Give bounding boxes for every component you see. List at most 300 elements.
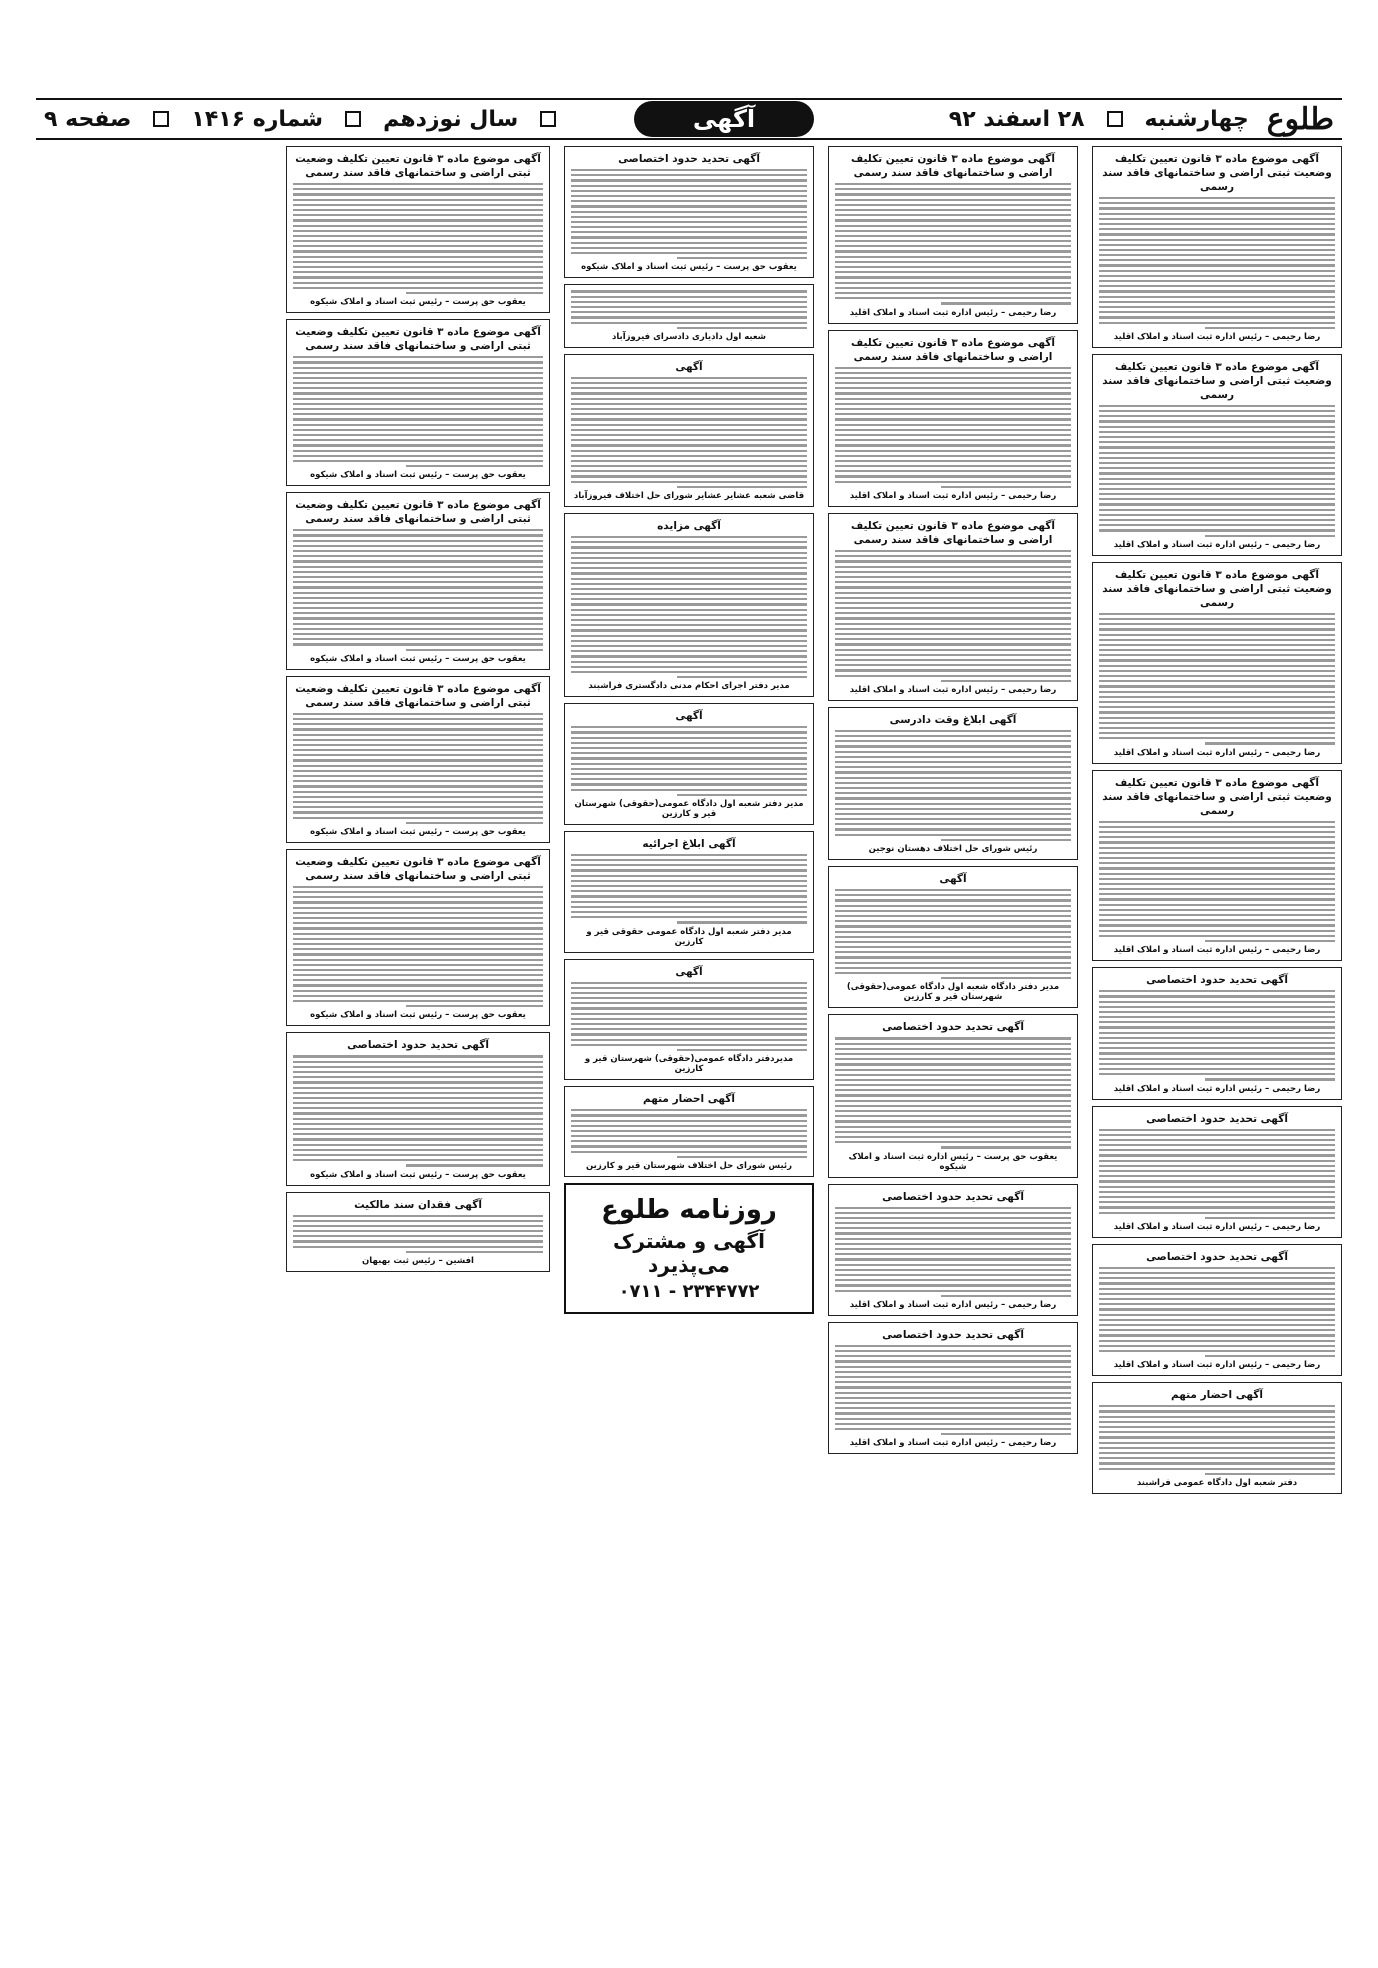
- text-line: [406, 1005, 544, 1007]
- ad-body-text: [835, 730, 1071, 841]
- text-line: [293, 450, 543, 452]
- text-line: [835, 910, 1071, 912]
- text-line: [571, 906, 807, 908]
- ad-body-text: [571, 726, 807, 796]
- text-line: [835, 460, 1071, 462]
- text-line: [835, 276, 1071, 278]
- text-line: [571, 1151, 807, 1153]
- text-line: [835, 638, 1071, 640]
- ad-notice: [828, 866, 1078, 1008]
- text-line: [293, 780, 543, 782]
- ad-signature: یعقوب حق پرست – رئیس ثبت اسناد و املاک شیکوه: [310, 826, 526, 837]
- text-line: [1099, 1016, 1335, 1018]
- text-line: [835, 649, 1071, 651]
- text-line: [571, 322, 807, 324]
- text-line: [835, 889, 1071, 891]
- text-line: [293, 638, 543, 640]
- text-line: [293, 927, 543, 929]
- ad-body-text: [1099, 197, 1335, 329]
- text-line: [835, 413, 1071, 415]
- text-line: [1099, 1282, 1335, 1284]
- ad-notice: [286, 492, 550, 670]
- header-year: سال نوزدهم: [383, 106, 519, 132]
- ad-body-text: [571, 854, 807, 924]
- text-line: [1099, 883, 1335, 885]
- text-line: [835, 245, 1071, 247]
- ad-title: آگهی موضوع ماده ۳ قانون تعیین تکلیف وضعیت ثبتی اراضی و ساختمانهای فاقد سند رسمی: [1102, 360, 1332, 401]
- text-line: [1099, 218, 1335, 220]
- text-line: [293, 413, 543, 415]
- ad-title: آگهی موضوع ماده ۳ قانون تعیین تکلیف اراضی و ساختمانهای فاقد سند رسمی: [851, 336, 1055, 363]
- ad-body-text: [571, 290, 807, 329]
- ad-signature: افشین – رئیس ثبت بهبهان: [362, 1256, 474, 1266]
- text-line: [571, 598, 807, 600]
- text-line: [571, 174, 807, 176]
- text-line: [293, 775, 543, 777]
- text-line: [571, 619, 807, 621]
- text-line: [571, 460, 807, 462]
- ad-notice: [564, 1086, 814, 1177]
- text-line: [835, 597, 1071, 599]
- text-line: [293, 886, 543, 888]
- text-line: [941, 302, 1071, 304]
- promo-name: روزنامه طلوع: [601, 1195, 777, 1225]
- text-line: [571, 1033, 807, 1035]
- promo-phone: ۰۷۱۱ - ۲۳۴۴۷۷۲: [618, 1281, 760, 1302]
- text-line: [293, 1071, 543, 1073]
- ad-notice: [1092, 967, 1342, 1099]
- text-line: [1099, 202, 1335, 204]
- text-line: [941, 1433, 1071, 1435]
- text-line: [571, 552, 807, 554]
- text-line: [1099, 524, 1335, 526]
- text-line: [835, 1423, 1071, 1425]
- text-line: [1099, 995, 1335, 997]
- text-line: [293, 597, 543, 599]
- text-line: [835, 1350, 1071, 1352]
- text-line: [835, 1258, 1071, 1260]
- text-line: [835, 1360, 1071, 1362]
- newspaper-logo: طلوع: [1266, 101, 1334, 137]
- text-line: [835, 1376, 1071, 1378]
- text-line: [1099, 847, 1335, 849]
- text-line: [293, 1066, 543, 1068]
- text-line: [1099, 1431, 1335, 1433]
- text-line: [1099, 1447, 1335, 1449]
- text-line: [835, 382, 1071, 384]
- text-line: [293, 770, 543, 772]
- text-line: [571, 916, 807, 918]
- text-line: [571, 216, 807, 218]
- ad-signature: رضا رحیمی – رئیس اداره ثبت اسناد و املاک اقلید: [1113, 331, 1321, 342]
- text-line: [835, 225, 1071, 227]
- text-line: [941, 839, 1071, 841]
- ad-signature: یعقوب حق پرست – رئیس ثبت اسناد و املاک شیکوه: [310, 1169, 526, 1180]
- text-line: [835, 1407, 1071, 1409]
- text-line: [293, 214, 543, 216]
- text-line: [1099, 420, 1335, 422]
- text-line: [1099, 270, 1335, 272]
- text-line: [293, 1000, 543, 1002]
- text-line: [835, 250, 1071, 252]
- text-line: [293, 1061, 543, 1063]
- text-line: [293, 571, 543, 573]
- text-line: [1099, 1436, 1335, 1438]
- text-line: [571, 650, 807, 652]
- ad-signature: رضا رحیمی – رئیس اداره ثبت اسناد و املاک اقلید: [1113, 1083, 1321, 1094]
- text-line: [835, 592, 1071, 594]
- text-line: [1099, 1129, 1335, 1131]
- text-line: [835, 1371, 1071, 1373]
- square-icon: [540, 111, 556, 127]
- text-line: [835, 481, 1071, 483]
- text-line: [571, 301, 807, 303]
- text-line: [1099, 717, 1335, 719]
- text-line: [293, 1123, 543, 1125]
- text-line: [571, 635, 807, 637]
- text-line: [1099, 213, 1335, 215]
- ad-title: آگهی موضوع ماده ۳ قانون تعیین تکلیف وضعیت ثبتی اراضی و ساختمانهای فاقد سند رسمی: [295, 153, 541, 179]
- text-line: [571, 737, 807, 739]
- ad-body-text: [571, 982, 807, 1052]
- text-line: [835, 1105, 1071, 1107]
- text-line: [293, 534, 543, 536]
- text-line: [1099, 852, 1335, 854]
- text-line: [835, 1279, 1071, 1281]
- text-line: [835, 292, 1071, 294]
- text-line: [293, 235, 543, 237]
- text-line: [571, 661, 807, 663]
- text-line: [571, 614, 807, 616]
- text-line: [571, 470, 807, 472]
- text-line: [571, 1109, 807, 1111]
- text-line: [835, 1269, 1071, 1271]
- text-line: [293, 907, 543, 909]
- text-line: [571, 1023, 807, 1025]
- text-line: [1205, 742, 1335, 744]
- text-line: [1099, 1212, 1335, 1214]
- ad-body-text: [293, 1055, 543, 1166]
- ad-title: آگهی ابلاغ وقت دادرسی: [889, 713, 1017, 726]
- text-line: [293, 1081, 543, 1083]
- text-line: [1099, 685, 1335, 687]
- text-line: [835, 925, 1071, 927]
- text-line: [835, 387, 1071, 389]
- text-line: [835, 659, 1071, 661]
- text-line: [293, 901, 543, 903]
- text-line: [293, 811, 543, 813]
- text-line: [835, 834, 1071, 836]
- text-line: [1099, 426, 1335, 428]
- text-line: [293, 953, 543, 955]
- text-line: [1205, 327, 1335, 329]
- ad-title: آگهی تحدید حدود اختصاصی: [618, 153, 760, 165]
- text-line: [293, 607, 543, 609]
- text-line: [835, 633, 1071, 635]
- ad-body-text: [835, 367, 1071, 489]
- text-line: [1099, 1026, 1335, 1028]
- text-line: [835, 1074, 1071, 1076]
- text-line: [1099, 1416, 1335, 1418]
- text-line: [1205, 1355, 1335, 1357]
- text-line: [571, 578, 807, 580]
- text-line: [571, 455, 807, 457]
- text-line: [941, 486, 1071, 488]
- text-line: [677, 1049, 807, 1051]
- text-line: [1099, 509, 1335, 511]
- text-line: [1099, 290, 1335, 292]
- text-line: [1099, 296, 1335, 298]
- text-line: [1099, 223, 1335, 225]
- text-line: [1099, 462, 1335, 464]
- text-line: [835, 813, 1071, 815]
- text-line: [835, 470, 1071, 472]
- text-line: [1099, 867, 1335, 869]
- ad-notice: [1092, 354, 1342, 556]
- text-line: [835, 1084, 1071, 1086]
- text-line: [1099, 1047, 1335, 1049]
- text-line: [1099, 280, 1335, 282]
- text-line: [571, 429, 807, 431]
- column-2: [828, 146, 1078, 1936]
- text-line: [1099, 514, 1335, 516]
- text-line: [835, 828, 1071, 830]
- text-line: [835, 766, 1071, 768]
- ad-columns: [36, 146, 1342, 1936]
- text-line: [835, 1227, 1071, 1229]
- square-icon: [1107, 111, 1123, 127]
- text-line: [1099, 311, 1335, 313]
- text-line: [293, 545, 543, 547]
- text-line: [571, 306, 807, 308]
- text-line: [293, 718, 543, 720]
- text-line: [293, 1102, 543, 1104]
- text-line: [1099, 1277, 1335, 1279]
- text-line: [1099, 831, 1335, 833]
- text-line: [835, 429, 1071, 431]
- text-line: [1099, 285, 1335, 287]
- text-line: [293, 1246, 543, 1248]
- text-line: [571, 382, 807, 384]
- text-line: [571, 778, 807, 780]
- text-line: [1099, 654, 1335, 656]
- ad-notice: [564, 354, 814, 507]
- ad-title: آگهی احضار متهم: [1170, 1389, 1264, 1402]
- text-line: [1099, 1144, 1335, 1146]
- text-line: [293, 791, 543, 793]
- text-line: [835, 282, 1071, 284]
- ad-notice: [1092, 562, 1342, 764]
- text-line: [293, 576, 543, 578]
- text-line: [1099, 436, 1335, 438]
- text-line: [677, 327, 807, 329]
- text-line: [571, 773, 807, 775]
- text-line: [293, 917, 543, 919]
- text-line: [293, 367, 543, 369]
- text-line: [571, 911, 807, 913]
- text-line: [571, 200, 807, 202]
- ad-title: آگهی ابلاغ اجرائیه: [642, 837, 736, 850]
- text-line: [1099, 893, 1335, 895]
- ad-body-text: [293, 529, 543, 651]
- ad-body-text: [835, 889, 1071, 979]
- ad-title: آگهی تحدید حدود اختصاصی: [347, 1039, 489, 1052]
- text-line: [571, 236, 807, 238]
- text-line: [571, 169, 807, 171]
- text-line: [835, 920, 1071, 922]
- text-line: [571, 377, 807, 379]
- text-line: [835, 1386, 1071, 1388]
- text-line: [293, 628, 543, 630]
- text-line: [1099, 634, 1335, 636]
- ad-notice: [828, 1014, 1078, 1177]
- ad-body-text: [571, 377, 807, 488]
- ad-body-text: [835, 1207, 1071, 1297]
- text-line: [293, 266, 543, 268]
- text-line: [293, 979, 543, 981]
- text-line: [1099, 498, 1335, 500]
- text-line: [835, 571, 1071, 573]
- text-line: [571, 557, 807, 559]
- ad-signature: مدیر دفتر شعبه اول دادگاه عمومی حقوقی قیر و کارزین: [586, 926, 792, 947]
- text-line: [835, 1058, 1071, 1060]
- text-line: [835, 1381, 1071, 1383]
- ad-signature: رئیس شورای حل اختلاف شهرستان قیر و کارزین: [585, 1161, 793, 1171]
- text-line: [835, 899, 1071, 901]
- text-line: [1205, 1473, 1335, 1475]
- text-line: [835, 756, 1071, 758]
- text-line: [571, 398, 807, 400]
- text-line: [835, 894, 1071, 896]
- text-line: [571, 403, 807, 405]
- text-line: [1099, 701, 1335, 703]
- text-line: [1099, 1149, 1335, 1151]
- text-line: [1099, 431, 1335, 433]
- text-line: [571, 624, 807, 626]
- text-line: [1099, 207, 1335, 209]
- text-line: [835, 1207, 1071, 1209]
- text-line: [1099, 909, 1335, 911]
- text-line: [293, 943, 543, 945]
- text-line: [1099, 1319, 1335, 1321]
- text-line: [1099, 457, 1335, 459]
- text-line: [293, 403, 543, 405]
- text-line: [835, 808, 1071, 810]
- text-line: [571, 541, 807, 543]
- text-line: [1099, 1288, 1335, 1290]
- text-line: [1099, 1006, 1335, 1008]
- text-line: [293, 1087, 543, 1089]
- text-line: [1099, 410, 1335, 412]
- text-line: [293, 1240, 543, 1242]
- text-line: [571, 763, 807, 765]
- text-line: [835, 962, 1071, 964]
- text-line: [1099, 841, 1335, 843]
- text-line: [1099, 649, 1335, 651]
- text-line: [293, 199, 543, 201]
- text-line: [835, 1063, 1071, 1065]
- ad-notice: [286, 849, 550, 1027]
- text-line: [293, 759, 543, 761]
- ad-notice: [564, 959, 814, 1081]
- text-line: [1099, 904, 1335, 906]
- text-line: [835, 261, 1071, 263]
- text-line: [1099, 529, 1335, 531]
- text-line: [1099, 935, 1335, 937]
- text-line: [571, 629, 807, 631]
- ad-title: آگهی فقدان سند مالکیت: [354, 1198, 482, 1211]
- text-line: [1099, 691, 1335, 693]
- text-line: [571, 875, 807, 877]
- text-line: [293, 806, 543, 808]
- ad-title: آگهی تحدید حدود اختصاصی: [1146, 1250, 1288, 1263]
- text-line: [293, 623, 543, 625]
- text-line: [293, 529, 543, 531]
- text-line: [293, 1225, 543, 1227]
- text-line: [293, 230, 543, 232]
- text-line: [835, 797, 1071, 799]
- text-line: [293, 424, 543, 426]
- ad-title: آگهی مزایده: [657, 520, 721, 532]
- text-line: [1099, 919, 1335, 921]
- ad-notice: [828, 1184, 1078, 1316]
- ad-notice: [286, 146, 550, 313]
- text-line: [293, 408, 543, 410]
- text-line: [1099, 659, 1335, 661]
- text-line: [835, 219, 1071, 221]
- ad-title: آگهی: [675, 360, 703, 373]
- text-line: [1099, 1037, 1335, 1039]
- text-line: [571, 185, 807, 187]
- text-line: [571, 546, 807, 548]
- text-line: [835, 586, 1071, 588]
- text-line: [1099, 623, 1335, 625]
- text-line: [1205, 535, 1335, 537]
- text-line: [835, 271, 1071, 273]
- text-line: [293, 723, 543, 725]
- text-line: [571, 671, 807, 673]
- text-line: [835, 204, 1071, 206]
- text-line: [1099, 862, 1335, 864]
- ad-notice: [286, 1032, 550, 1185]
- text-line: [571, 408, 807, 410]
- text-line: [1099, 857, 1335, 859]
- text-line: [571, 1135, 807, 1137]
- ad-title: آگهی تحدید حدود اختصاصی: [882, 1328, 1024, 1341]
- text-line: [835, 905, 1071, 907]
- text-line: [1099, 1068, 1335, 1070]
- text-line: [293, 193, 543, 195]
- text-line: [835, 1053, 1071, 1055]
- text-line: [571, 992, 807, 994]
- text-line: [571, 242, 807, 244]
- text-line: [571, 290, 807, 292]
- square-icon: [345, 111, 361, 127]
- text-line: [835, 740, 1071, 742]
- text-line: [1099, 873, 1335, 875]
- text-line: [293, 204, 543, 206]
- text-line: [1099, 1206, 1335, 1208]
- text-line: [835, 1345, 1071, 1347]
- text-line: [835, 550, 1071, 552]
- text-line: [835, 1141, 1071, 1143]
- text-line: [1099, 1345, 1335, 1347]
- text-line: [293, 1092, 543, 1094]
- text-line: [571, 1140, 807, 1142]
- text-line: [293, 1144, 543, 1146]
- ad-signature: یعقوب حق پرست – رئیس ثبت اسناد و املاک شیکوه: [310, 1010, 526, 1021]
- ad-title: آگهی موضوع ماده ۳ قانون تعیین تکلیف وضعیت ثبتی اراضی و ساختمانهای فاقد سند رسمی: [1102, 153, 1332, 193]
